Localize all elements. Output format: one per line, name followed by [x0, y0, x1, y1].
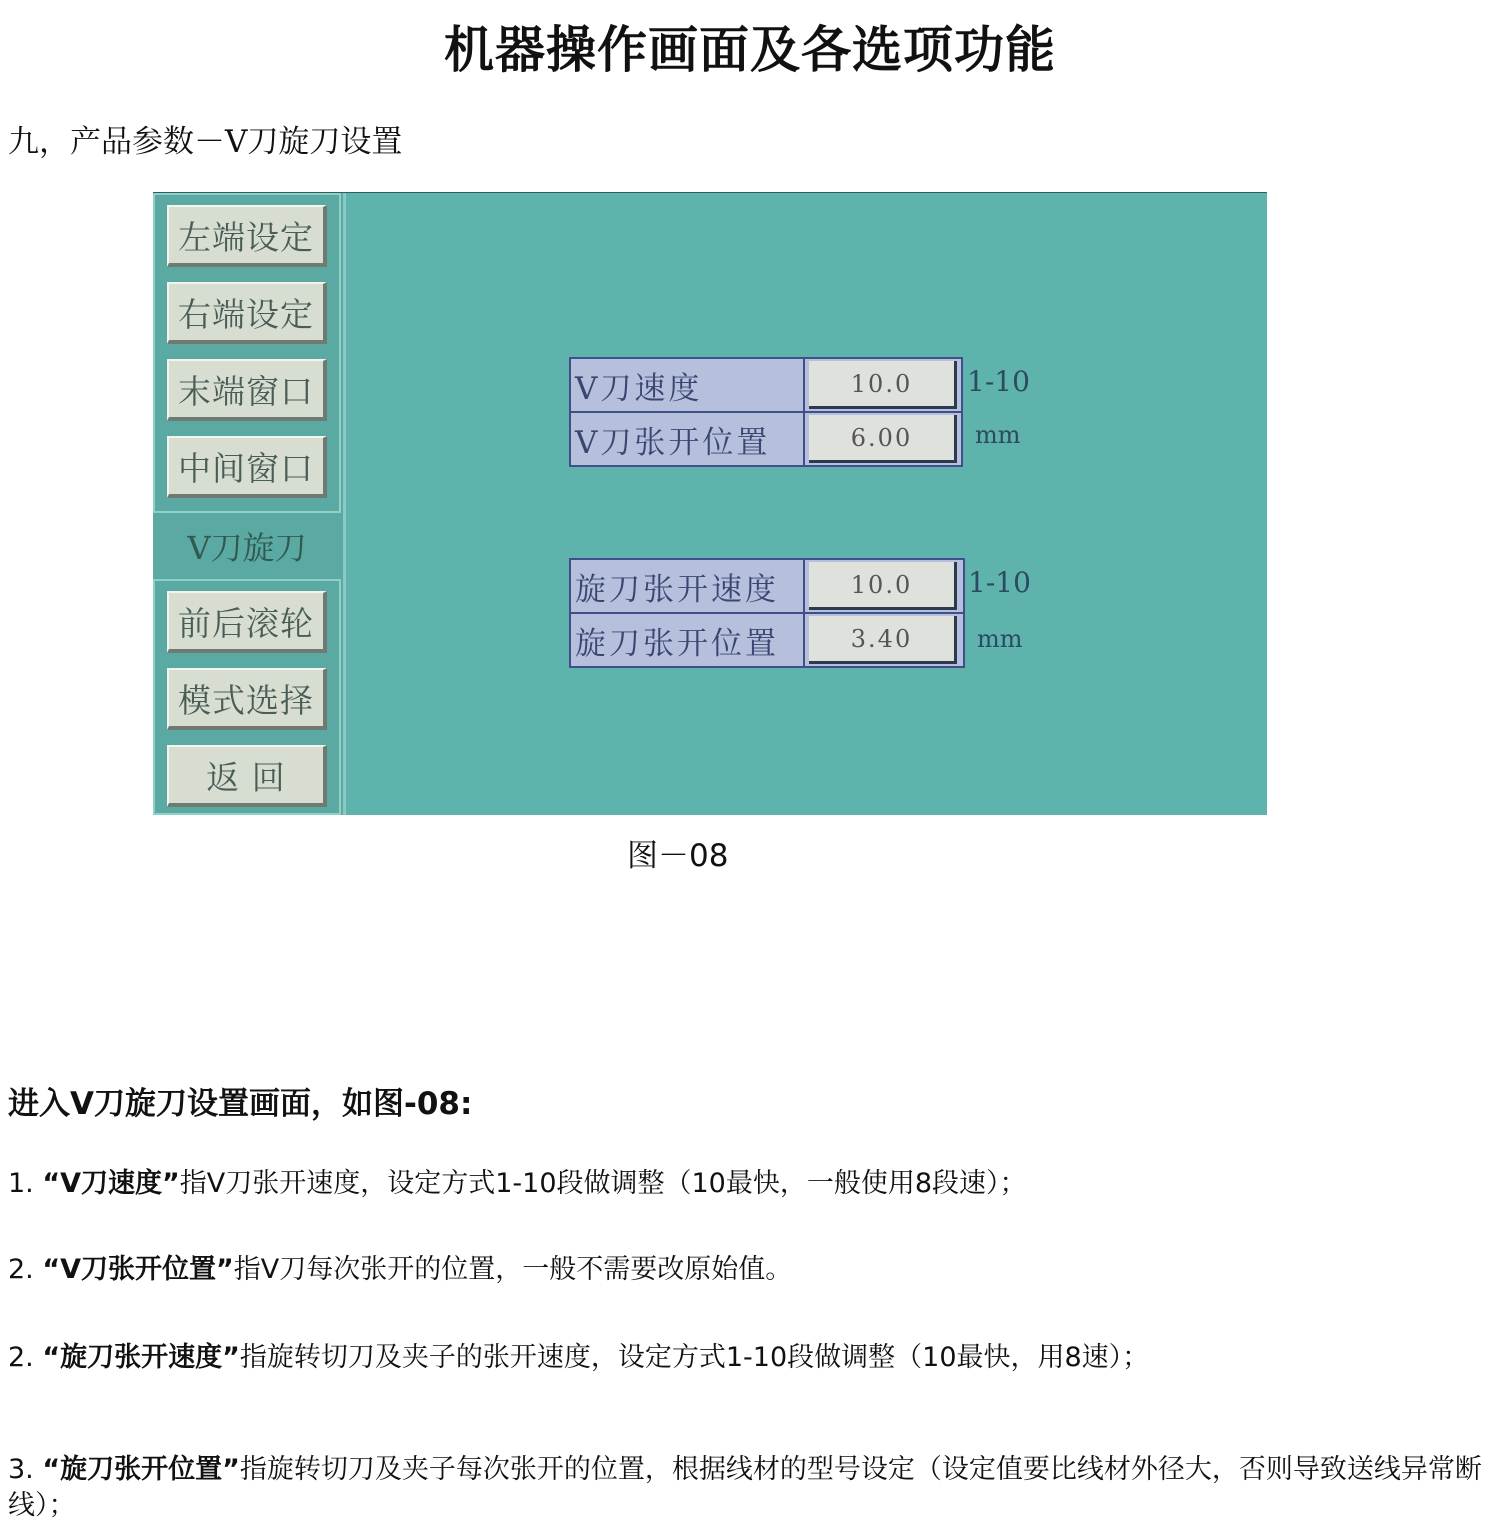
rotary-blade-open-position-input[interactable]: 3.40	[809, 616, 957, 664]
note-text: 指V刀张开速度，设定方式1-10段做调整（10最快，一般使用8段速）；	[179, 1168, 1027, 1199]
rotary-blade-open-position-row	[571, 614, 963, 666]
end-window-button[interactable]: 末端窗口	[167, 359, 327, 421]
v-blade-open-position-input[interactable]: 6.00	[809, 415, 957, 463]
rotary-blade-speed-input[interactable]: 10.0	[809, 562, 957, 610]
front-rear-roller-button[interactable]: 前后滚轮	[167, 591, 327, 653]
rotary-blade-speed-range: 1-10	[968, 566, 1031, 599]
v-blade-open-position-label: V刀张开位置	[575, 413, 805, 465]
page-title: 机器操作画面及各选项功能	[444, 21, 1056, 79]
middle-window-button[interactable]: 中间窗口	[167, 436, 327, 498]
note-number: 1.	[8, 1168, 34, 1199]
note-term: “旋刀张开速度”	[42, 1342, 240, 1373]
tab-v-rotary-blade[interactable]: V刀旋刀	[187, 529, 307, 567]
note-term: “V刀张开位置”	[42, 1254, 234, 1285]
note-term: “旋刀张开位置”	[42, 1454, 240, 1485]
left-end-setting-button[interactable]: 左端设定	[167, 205, 327, 267]
right-end-setting-button[interactable]: 右端设定	[167, 282, 327, 344]
v-blade-speed-row	[571, 359, 961, 413]
section-heading: 九，产品参数－V刀旋刀设置	[8, 124, 403, 160]
note-text: 指V刀每次张开的位置，一般不需要改原始值。	[233, 1254, 793, 1285]
rotary-blade-speed-label: 旋刀张开速度	[575, 560, 805, 612]
sidebar	[153, 193, 346, 815]
note-item	[8, 1340, 1498, 1376]
note-number: 2.	[8, 1254, 34, 1285]
v-blade-speed-input[interactable]: 10.0	[809, 361, 957, 409]
rotary-blade-param-table	[569, 558, 965, 668]
note-item	[8, 1452, 1498, 1524]
note-item	[8, 1252, 1498, 1288]
v-blade-param-table	[569, 357, 963, 467]
note-text: 指旋转切刀及夹子的张开速度，设定方式1-10段做调整（10最快，用8速）；	[239, 1342, 1150, 1373]
v-blade-open-position-row	[571, 413, 961, 465]
v-blade-speed-label: V刀速度	[575, 359, 805, 411]
mode-select-button[interactable]: 模式选择	[167, 668, 327, 730]
rotary-blade-speed-row	[571, 560, 963, 614]
rotary-blade-open-position-label: 旋刀张开位置	[575, 614, 805, 666]
note-item	[8, 1166, 1498, 1202]
note-term: “V刀速度”	[42, 1168, 180, 1199]
intro-text: 进入V刀旋刀设置画面，如图-08:	[8, 1086, 473, 1122]
note-text: 指旋转切刀及夹子每次张开的位置，根据线材的型号设定（设定值要比线材外径大，否则导致送线异常断线）；	[8, 1454, 1482, 1521]
note-number: 2.	[8, 1342, 34, 1373]
hmi-screen	[153, 192, 1267, 815]
rotary-blade-open-position-unit: mm	[977, 625, 1023, 653]
v-blade-open-position-unit: mm	[975, 421, 1021, 449]
v-blade-speed-range: 1-10	[967, 365, 1030, 398]
note-number: 3.	[8, 1454, 34, 1485]
return-button[interactable]: 返 回	[167, 745, 327, 807]
figure-caption: 图－08	[627, 838, 729, 874]
